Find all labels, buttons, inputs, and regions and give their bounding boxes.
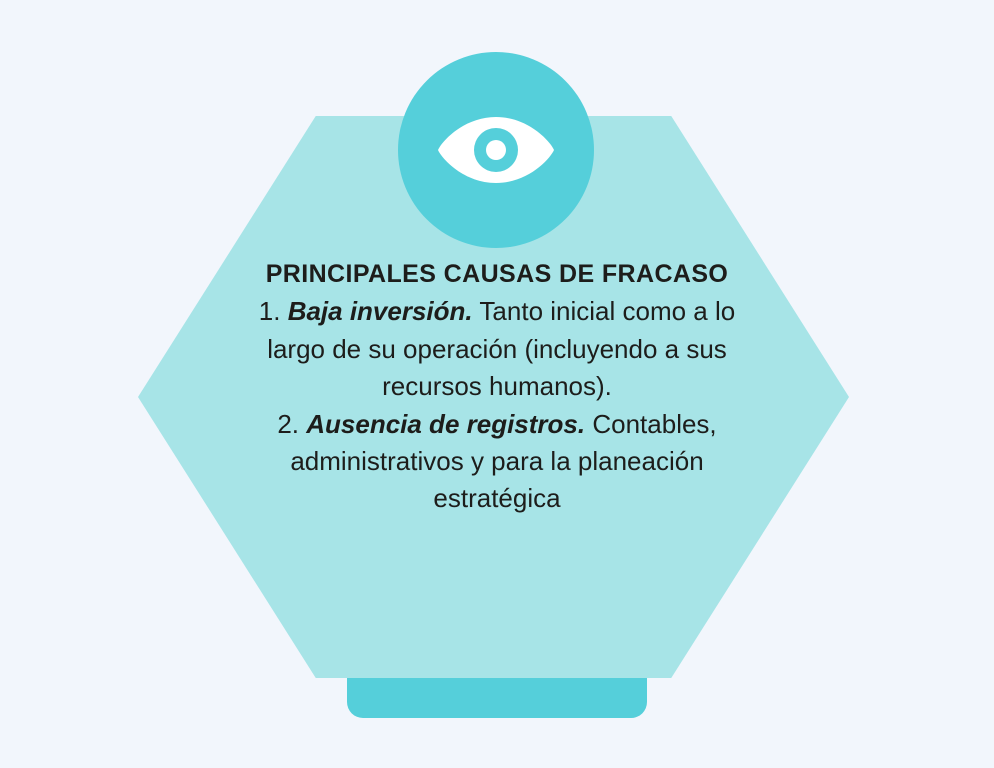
list-item-text: Contables, administrativos y para la planeación estratégica (290, 408, 717, 514)
list-item-lead: Ausencia de registros. (306, 408, 586, 439)
list-item-number: 2. (277, 408, 299, 439)
list-item-text: Tanto inicial como a lo largo de su operación (incluyendo a sus recursos humanos). (267, 296, 736, 402)
list-item (230, 293, 764, 405)
list-item (230, 406, 764, 518)
eye-icon (436, 111, 556, 189)
page-title: PRINCIPALES CAUSAS DE FRACASO (265, 260, 729, 288)
list-item-number: 1. (258, 296, 281, 327)
list-item-lead: Baja inversión. (287, 296, 473, 327)
causes-list (230, 293, 764, 518)
icon-badge (398, 52, 594, 248)
card-text-block (230, 258, 764, 518)
